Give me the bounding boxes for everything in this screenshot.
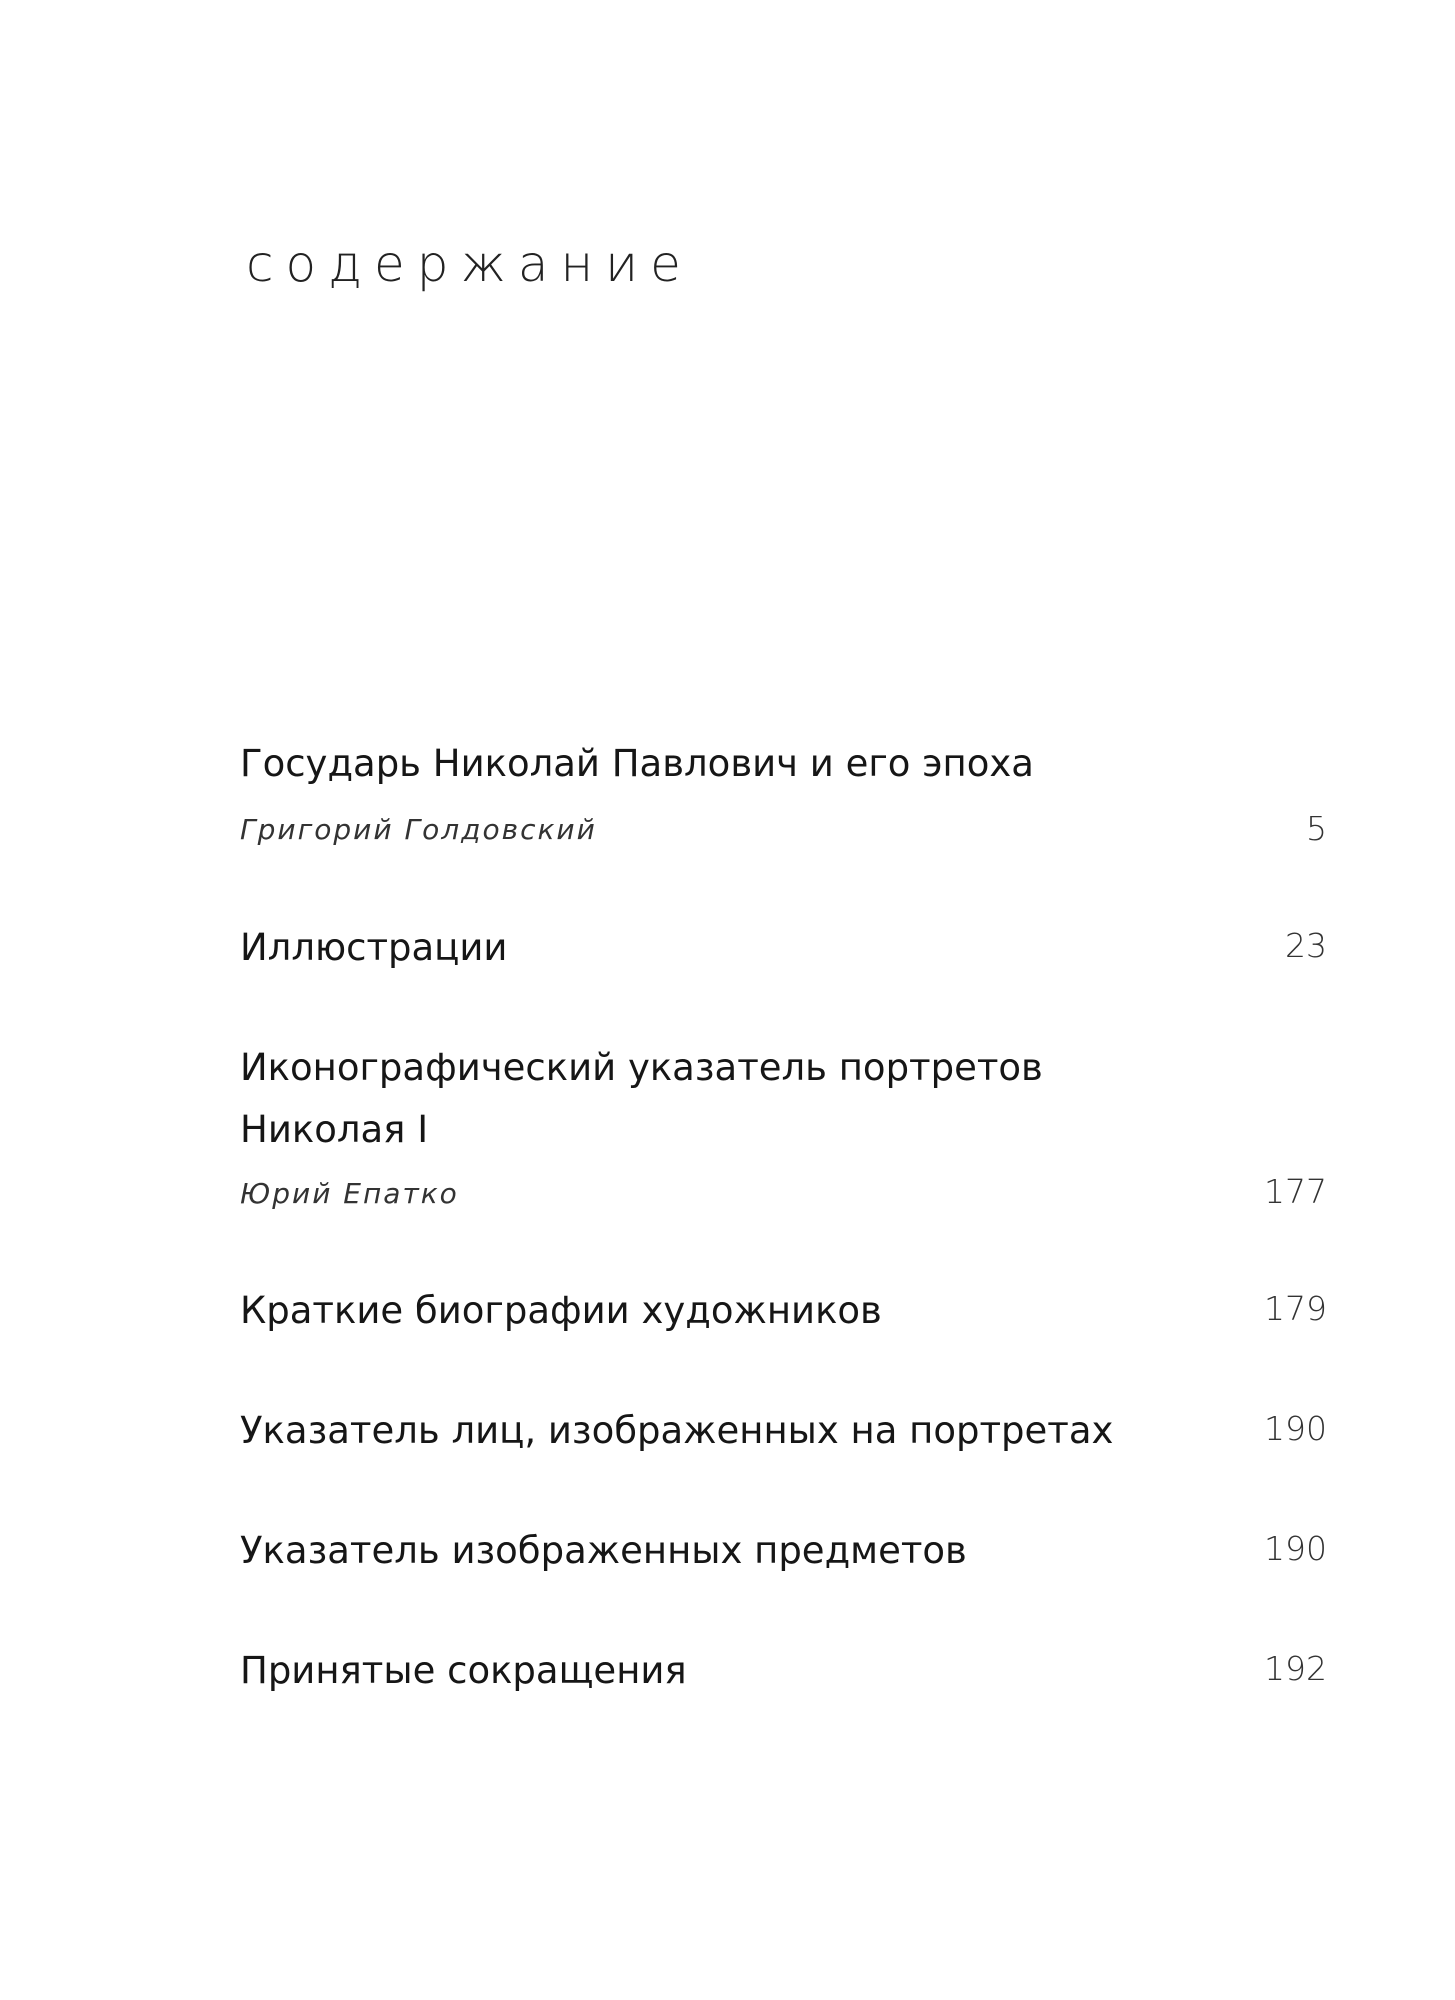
toc-entry-page[interactable]: 23 <box>1285 926 1327 965</box>
toc-entry-page[interactable]: 190 <box>1264 1529 1327 1568</box>
toc-entry-title[interactable]: Указатель лиц, изображенных на портретах <box>240 1409 1114 1452</box>
toc-entry-title[interactable]: Краткие биографии художников <box>240 1289 882 1332</box>
toc-entry-page[interactable]: 177 <box>1264 1172 1327 1211</box>
toc-entry-title[interactable]: Указатель изображенных предметов <box>240 1529 967 1572</box>
toc-entry-author: Юрий Епатко <box>240 1177 459 1210</box>
toc-entry-title[interactable]: Иллюстрации <box>240 926 508 969</box>
toc-entry-page[interactable]: 192 <box>1264 1649 1327 1688</box>
page-title: содержание <box>246 235 693 293</box>
toc-entry-page[interactable]: 190 <box>1264 1409 1327 1448</box>
toc-entry-page[interactable]: 179 <box>1264 1289 1327 1328</box>
toc-entry-title[interactable]: Иконографический указатель портретов <box>240 1046 1043 1089</box>
toc-entry-title[interactable]: Государь Николай Павлович и его эпоха <box>240 742 1034 785</box>
toc-entry-title-continued[interactable]: Николая I <box>240 1108 429 1151</box>
toc-entry-page[interactable]: 5 <box>1306 809 1327 848</box>
toc-entry-author: Григорий Голдовский <box>240 813 597 846</box>
toc-entry-title[interactable]: Принятые сокращения <box>240 1649 687 1692</box>
